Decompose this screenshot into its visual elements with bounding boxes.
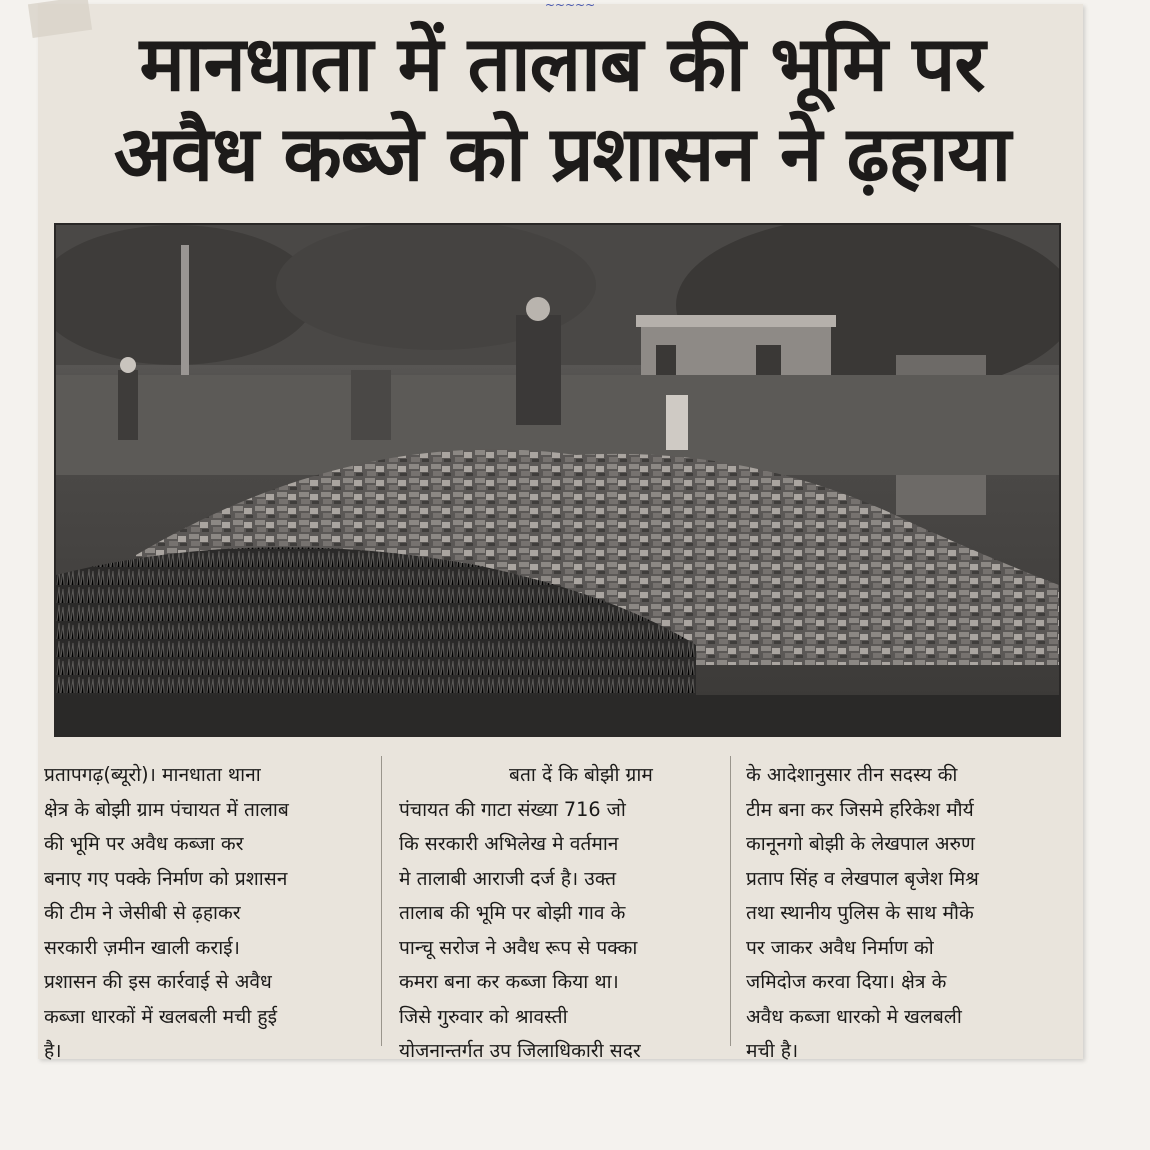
- article-column-3: [746, 758, 1064, 1069]
- column-line: योजनान्तर्गत उप जिलाधिकारी सदर: [399, 1039, 641, 1062]
- article-column-1: [44, 758, 364, 1069]
- column-line: की टीम ने जेसीबी से ढ़हाकर: [44, 901, 241, 924]
- article-body: [44, 750, 1064, 1062]
- column-line: प्रतापगढ़(ब्यूरो)। मानधाता थाना: [44, 763, 261, 786]
- headline: [52, 18, 1072, 198]
- headline-line-1: मानधाता में तालाब की भूमि पर: [139, 19, 985, 108]
- column-line: कानूनगो बोझी के लेखपाल अरुण: [746, 832, 975, 855]
- column-line: के आदेशानुसार तीन सदस्य की: [746, 763, 958, 786]
- column-line: सरकारी ज़मीन खाली कराई।: [44, 935, 240, 959]
- column-line: जमिदोज करवा दिया। क्षेत्र के: [746, 970, 947, 993]
- column-line: बता दें कि बोझी ग्राम: [509, 763, 653, 786]
- column-line: जिसे गुरुवार को श्रावस्ती: [399, 1004, 568, 1028]
- article-column-2: [399, 758, 719, 1069]
- column-line: पान्चू सरोज ने अवैध रूप से पक्का: [399, 935, 638, 959]
- column-divider: [730, 756, 731, 1046]
- column-line: पंचायत की गाटा संख्या 716 जो: [399, 797, 626, 821]
- column-line: मची है।: [746, 1039, 799, 1062]
- column-divider: [381, 756, 382, 1046]
- column-line: तथा स्थानीय पुलिस के साथ मौके: [746, 901, 974, 924]
- column-line: कि सरकारी अभिलेख मे वर्तमान: [399, 832, 619, 855]
- demolition-photo-icon: [56, 225, 1059, 735]
- column-line: है।: [44, 1039, 62, 1062]
- column-line: क्षेत्र के बोझी ग्राम पंचायत में तालाब: [44, 797, 289, 821]
- column-line: मे तालाबी आराजी दर्ज है। उक्त: [399, 866, 617, 890]
- column-line: प्रताप सिंह व लेखपाल बृजेश मिश्र: [746, 866, 979, 890]
- column-line: की भूमि पर अवैध कब्जा कर: [44, 832, 244, 855]
- headline-line-2: अवैध कब्जे को प्रशासन ने ढ़हाया: [113, 108, 1011, 198]
- column-line: टीम बना कर जिसमे हरिकेश मौर्य: [746, 797, 974, 821]
- column-line: अवैध कब्जा धारको मे खलबली: [746, 1004, 962, 1028]
- column-line: प्रशासन की इस कार्रवाई से अवैध: [44, 970, 272, 993]
- column-line: कब्जा धारकों में खलबली मची हुई: [44, 1004, 277, 1028]
- news-photo: [54, 223, 1061, 737]
- column-line: पर जाकर अवैध निर्माण को: [746, 935, 934, 959]
- handwritten-mark: ~~~~~: [544, 0, 596, 12]
- column-line: बनाए गए पक्के निर्माण को प्रशासन: [44, 866, 288, 890]
- column-line: कमरा बना कर कब्जा किया था।: [399, 970, 619, 993]
- column-line: तालाब की भूमि पर बोझी गाव के: [399, 901, 626, 924]
